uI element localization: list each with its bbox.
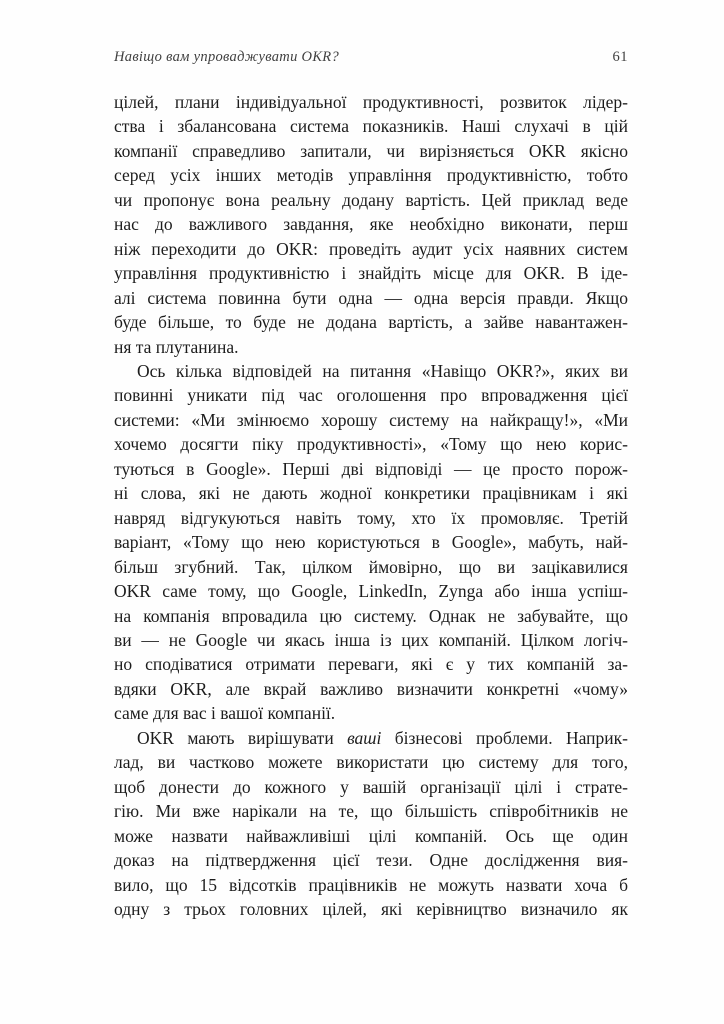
text-line: ні слова, які не дають жодної конкретики працівникам і які (114, 483, 628, 504)
text-line: ства і збалансована система показників. Наші слухачі в цій (114, 116, 628, 137)
text-line: лад, ви частково можете використати цю систему для того, (114, 752, 628, 773)
text-line: гію. Ми вже нарікали на те, що більшість співробітників не (114, 801, 628, 822)
emphasized-word: ваші (347, 727, 382, 748)
page-header (114, 49, 628, 66)
text-line: хочемо досягти піку продуктивності», «Тому що нею корис- (114, 434, 628, 455)
text-line: може назвати найважливіші цілі компаній. Ось ще один (114, 825, 628, 846)
text-line: туються в Google». Перші дві відповіді — це просто порож- (114, 458, 628, 479)
text-line: чи пропонує вона реальну додану вартість. Цей приклад веде (114, 189, 628, 210)
text-line: OKR мають вирішувати ваші бізнесові проблеми. Наприк- (137, 727, 628, 748)
text-line: Ось кілька відповідей на питання «Навіщо OKR?», яких ви (137, 360, 628, 381)
text-line: на компанія впровадила цю систему. Однак не забувайте, що (114, 605, 628, 626)
text-line: ви — не Google чи якась інша із цих компаній. Цілком логіч- (114, 629, 628, 650)
text-line: повинні уникати під час оголошення про впровадження цієї (114, 385, 628, 406)
text-line: саме для вас і вашої компанії. (114, 703, 336, 724)
page-body (114, 90, 628, 921)
text-line: вдяки OKR, але вкрай важливо визначити конкретні «чому» (114, 678, 628, 699)
text-line: варіант, «Тому що нею користуються в Google», мабуть, най- (114, 532, 628, 553)
text-line: одну з трьох головних цілей, які керівництво визначило як (114, 898, 628, 919)
text-line: OKR саме тому, що Google, LinkedIn, Zynga або інша успіш- (114, 581, 628, 602)
text-line: вило, що 15 відсотків працівників не можуть назвати хоча б (114, 874, 628, 895)
text-line: цілей, плани індивідуальної продуктивності, розвиток лідер- (114, 92, 628, 112)
text-line: но сподіватися отримати переваги, які є у тих компаній за- (114, 654, 628, 675)
text-line: навряд відгукуються навіть тому, хто їх промовляє. Третій (114, 507, 628, 528)
text-line: алі система повинна бути одна — одна версія правди. Якщо (114, 287, 628, 308)
text-line: системи: «Ми змінюємо хорошу систему на найкращу!», «Ми (114, 409, 628, 430)
text-line: управління продуктивністю і знайдіть місце для OKR. В іде- (114, 263, 628, 284)
running-head-title: Навіщо вам упроваджувати OKR? (114, 49, 339, 65)
text-line: більш згубний. Так, цілком ймовірно, що ви зацікавилися (114, 556, 628, 577)
text-line: щоб донести до кожного у вашій організації цілі і страте- (114, 776, 628, 797)
page-number: 61 (612, 49, 628, 65)
text-line: ніж переходити до OKR: проведіть аудит усіх наявних систем (114, 238, 628, 259)
text-line: нас до важливого завдання, яке необхідно виконати, перш (114, 214, 628, 235)
text-line: доказ на підтвердження цієї тези. Одне дослідження вия- (114, 850, 628, 871)
text-line: ня та плутанина. (114, 336, 239, 357)
text-line: компанії справедливо запитали, чи вирізняється OKR якісно (114, 140, 628, 161)
text-line: серед усіх інших методів управління продуктивністю, тобто (114, 165, 628, 186)
text-line: буде більше, то буде не додана вартість, а зайве навантажен- (114, 312, 628, 333)
